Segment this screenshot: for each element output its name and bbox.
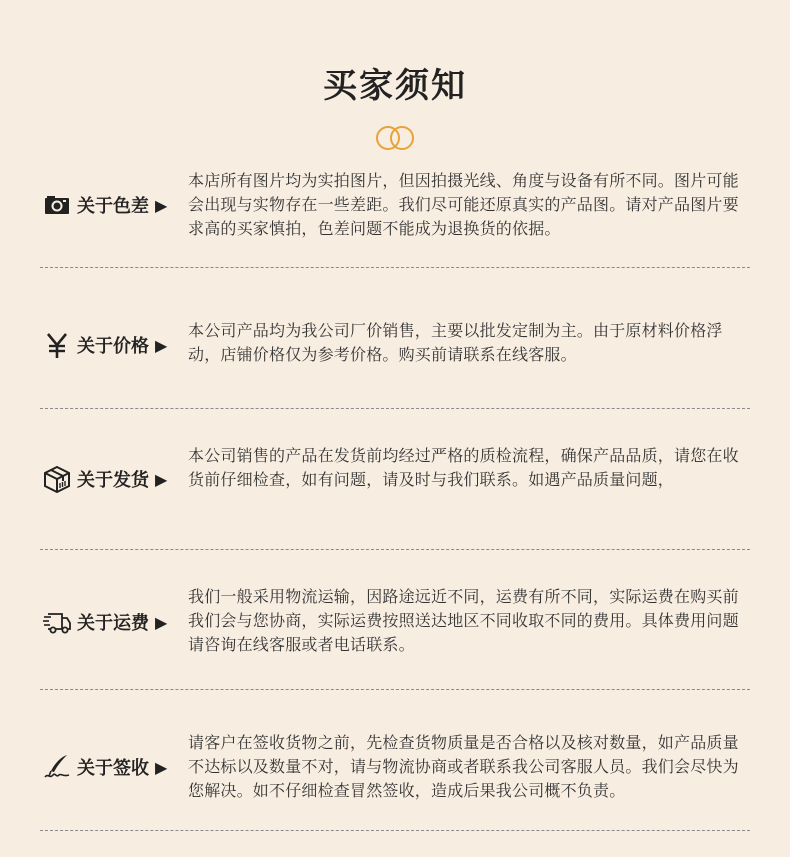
label-price xyxy=(43,329,167,361)
play-arrow-icon: ▶ xyxy=(155,335,168,355)
label-color-difference xyxy=(43,189,167,221)
section-price xyxy=(40,268,750,409)
section-freight xyxy=(40,550,750,690)
play-arrow-icon: ▶ xyxy=(155,469,168,489)
yen-icon xyxy=(43,331,71,359)
section-description: 本公司销售的产品在发货前均经过严格的质检流程，确保产品品质，请您在收货前仔细检查，如有问题，请及时与我们联系。如遇产品质量问题， xyxy=(188,446,739,489)
page-title: 买家须知 xyxy=(323,66,467,106)
delivery-truck-icon xyxy=(43,608,71,636)
label-freight xyxy=(43,606,167,638)
play-arrow-icon: ▶ xyxy=(155,612,168,632)
play-arrow-icon: ▶ xyxy=(155,195,168,215)
label-shipping xyxy=(43,463,167,495)
section-sign-receipt xyxy=(40,690,750,831)
signature-pen-icon xyxy=(43,753,71,781)
section-label: 关于发货 xyxy=(77,470,149,491)
camera-icon xyxy=(43,191,71,219)
section-label: 关于价格 xyxy=(77,336,149,357)
section-description: 请客户在签收货物之前，先检查货物质量是否合格以及核对数量，如产品质量不达标以及数量不对，请与物流协商或者联系我公司客服人员。我们会尽快为您解决。如不仔细检查冒然签收，造成后果我公司概不负责。 xyxy=(188,733,739,800)
section-label: 关于运费 xyxy=(77,613,149,634)
section-description: 本公司产品均为我公司厂价销售，主要以批发定制为主。由于原材料价格浮动，店铺价格仅为参考价格。购买前请联系在线客服。 xyxy=(188,321,723,364)
section-description: 我们一般采用物流运输，因路途远近不同，运费有所不同，实际运费在购买前我们会与您协商，实际运费按照送达地区不同收取不同的费用。具体费用问题请咨询在线客服或者电话联系。 xyxy=(188,587,739,654)
section-description: 本店所有图片均为实拍图片，但因拍摄光线、角度与设备有所不同。图片可能会出现与实物存在一些差距。我们尽可能还原真实的产品图。请对产品图片要求高的买家慎拍，色差问题不能成为退换货的依据。 xyxy=(188,171,739,238)
play-arrow-icon: ▶ xyxy=(155,757,168,777)
section-label: 关于色差 xyxy=(77,196,149,217)
section-color-difference xyxy=(40,160,750,268)
decorative-rings-icon xyxy=(374,124,418,152)
section-label: 关于签收 xyxy=(77,758,149,779)
label-sign-receipt xyxy=(43,751,167,783)
section-shipping xyxy=(40,409,750,550)
package-icon xyxy=(43,465,71,493)
